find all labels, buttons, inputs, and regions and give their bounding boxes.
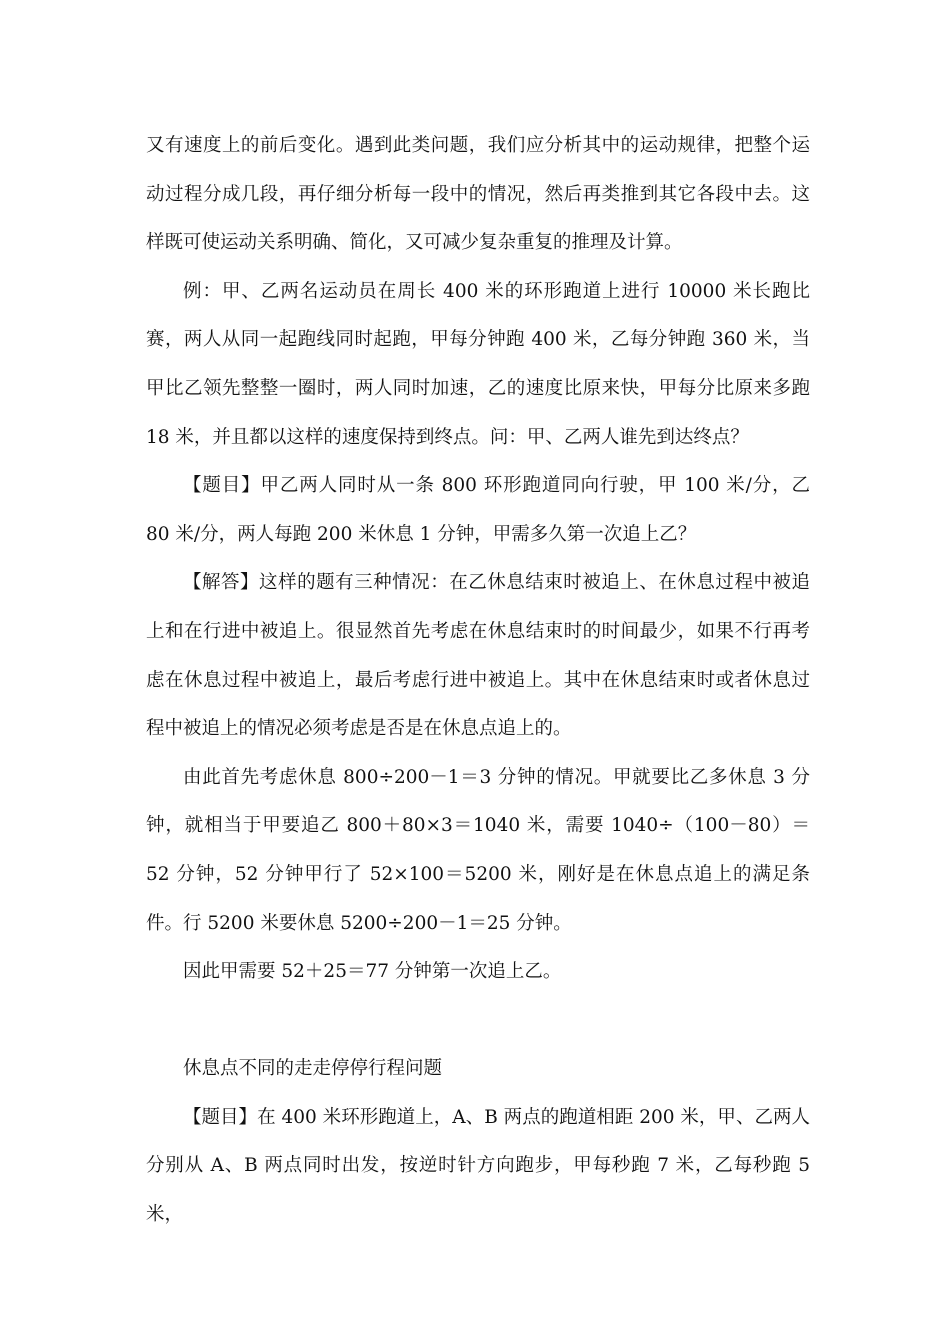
paragraph-example-race: 例：甲、乙两名运动员在周长 400 米的环形跑道上进行 10000 米长跑比赛，两人从同一起跑线同时起跑，甲每分钟跑 400 米，乙每分钟跑 360 米，当甲比乙领先整整一圈时，两人同时加速，乙的速度比原来快，甲每分比原来多跑 18 米，并且都以这样的速度保持到终点。问：甲、乙两人谁先到达终点？	[146, 280, 810, 448]
section-spacer	[146, 997, 810, 1046]
paragraph-answer: 【解答】这样的题有三种情况：在乙休息结束时被追上、在休息过程中被追上和在行进中被追上。很显然首先考虑在休息结束时的时间最少，如果不行再考虑在休息过程中被追上，最后考虑行进中被追上。其中在休息结束时或者休息过程中被追上的情况必须考虑是否是在休息点追上的。	[146, 572, 810, 740]
paragraph-calculation: 由此首先考虑休息 800÷200－1＝3 分钟的情况。甲就要比乙多休息 3 分钟，就相当于甲要追乙 800＋80×3＝1040 米，需要 1040÷（100－80）＝52 分钟，52 分钟甲行了 52×100＝5200 米，刚好是在休息点追上的满足条件。行 5200 米要休息 5200÷200－1＝25 分钟。	[146, 766, 810, 934]
document-body	[146, 122, 810, 1240]
paragraph-conclusion: 因此甲需要 52＋25＝77 分钟第一次追上乙。	[183, 961, 562, 983]
paragraph-motion-analysis: 又有速度上的前后变化。遇到此类问题，我们应分析其中的运动规律，把整个运动过程分成几段，再仔细分析每一段中的情况，然后再类推到其它各段中去。这样既可使运动关系明确、简化，又可减少复杂重复的推理及计算。	[146, 135, 810, 254]
paragraph-second-problem: 【题目】在 400 米环形跑道上，A、B 两点的跑道相距 200 米，甲、乙两人分别从 A、B 两点同时出发，按逆时针方向跑步，甲每秒跑 7 米，乙每秒跑 5 米，	[146, 1106, 810, 1226]
section-heading: 休息点不同的走走停停行程问题	[183, 1058, 443, 1080]
paragraph-problem: 【题目】甲乙两人同时从一条 800 环形跑道同向行驶，甲 100 米/分，乙 80 米/分，两人每跑 200 米休息 1 分钟，甲需多久第一次追上乙？	[146, 475, 810, 545]
